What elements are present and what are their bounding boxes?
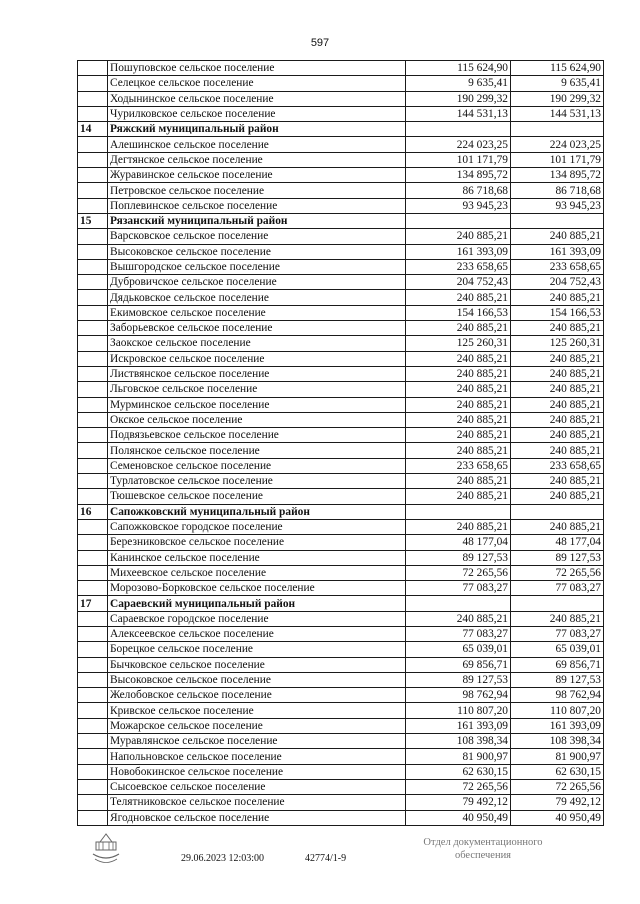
- row-number: [78, 321, 108, 336]
- amount-col-1: 72 265,56: [406, 779, 511, 794]
- table-row: [78, 535, 604, 550]
- table-row: [78, 382, 604, 397]
- amount-col-2: 224 023,25: [511, 137, 604, 152]
- settlement-name: Поплевинское сельское поселение: [108, 198, 406, 213]
- amount-col-1: 69 856,71: [406, 657, 511, 672]
- amount-col-1: 65 039,01: [406, 642, 511, 657]
- settlement-name: Дядьковское сельское поселение: [108, 290, 406, 305]
- amount-col-2: 240 885,21: [511, 443, 604, 458]
- settlement-name: Ходынинское сельское поселение: [108, 91, 406, 106]
- row-number: [78, 779, 108, 794]
- amount-col-1: 134 895,72: [406, 168, 511, 183]
- amount-col-2: 89 127,53: [511, 672, 604, 687]
- amount-col-2: 40 950,49: [511, 810, 604, 825]
- table-row: [78, 183, 604, 198]
- settlement-name: Алексеевское сельское поселение: [108, 626, 406, 641]
- amount-col-1: 240 885,21: [406, 382, 511, 397]
- district-row: [78, 504, 604, 519]
- amount-col-2: 72 265,56: [511, 779, 604, 794]
- settlement-name: Канинское сельское поселение: [108, 550, 406, 565]
- settlement-name: Полянское сельское поселение: [108, 443, 406, 458]
- table-row: [78, 244, 604, 259]
- settlement-name: Сараевское городское поселение: [108, 611, 406, 626]
- table-row: [78, 749, 604, 764]
- amount-col-2: 240 885,21: [511, 290, 604, 305]
- settlement-name: Желобовское сельское поселение: [108, 688, 406, 703]
- amount-col-2: 233 658,65: [511, 458, 604, 473]
- amount-col-2: 240 885,21: [511, 611, 604, 626]
- row-number: [78, 275, 108, 290]
- settlement-name: Морозово-Борковское сельское поселение: [108, 581, 406, 596]
- stamp-line-2: обеспечения: [454, 850, 512, 861]
- page-number: 597: [310, 37, 330, 49]
- table-row: [78, 275, 604, 290]
- row-number: [78, 61, 108, 76]
- table-row: [78, 76, 604, 91]
- settlement-name: Сараевский муниципальный район: [108, 596, 406, 611]
- amount-col-2: 134 895,72: [511, 168, 604, 183]
- amount-col-2: 240 885,21: [511, 428, 604, 443]
- settlement-name: Высоковское сельское поселение: [108, 672, 406, 687]
- settlement-name: Екимовское сельское поселение: [108, 305, 406, 320]
- table-row: [78, 336, 604, 351]
- row-number: [78, 626, 108, 641]
- row-number: [78, 168, 108, 183]
- amount-col-2: 108 398,34: [511, 734, 604, 749]
- row-number: [78, 91, 108, 106]
- amount-col-2: 161 393,09: [511, 718, 604, 733]
- row-number: [78, 749, 108, 764]
- settlement-name: Вышгородское сельское поселение: [108, 259, 406, 274]
- settlement-name: Окское сельское поселение: [108, 412, 406, 427]
- amount-col-1: 240 885,21: [406, 443, 511, 458]
- table-row: [78, 474, 604, 489]
- amount-col-2: 190 299,32: [511, 91, 604, 106]
- table-row: [78, 168, 604, 183]
- row-number: [78, 688, 108, 703]
- table-row: [78, 106, 604, 121]
- district-row: [78, 122, 604, 137]
- row-number: [78, 76, 108, 91]
- row-number: [78, 198, 108, 213]
- footer-doc-code: 42774/1-9: [305, 853, 347, 864]
- amount-col-2: 69 856,71: [511, 657, 604, 672]
- row-number: [78, 550, 108, 565]
- amount-col-1: 62 630,15: [406, 764, 511, 779]
- row-number: [78, 519, 108, 534]
- row-number: [78, 565, 108, 580]
- coat-of-arms-seal-icon: [90, 832, 122, 866]
- table-row: [78, 229, 604, 244]
- table-row: [78, 305, 604, 320]
- settlement-name: Михеевское сельское поселение: [108, 565, 406, 580]
- table-row: [78, 581, 604, 596]
- table-row: [78, 366, 604, 381]
- table-row: [78, 642, 604, 657]
- amount-col-1: 240 885,21: [406, 519, 511, 534]
- settlement-name: Селецкое сельское поселение: [108, 76, 406, 91]
- stamp-line-1: Отдел документационного: [423, 837, 543, 848]
- settlement-name: Сапожковское городское поселение: [108, 519, 406, 534]
- table-row: [78, 428, 604, 443]
- settlement-name: Пошуповское сельское поселение: [108, 61, 406, 76]
- amount-col-1: 144 531,13: [406, 106, 511, 121]
- row-number: [78, 106, 108, 121]
- district-row: [78, 596, 604, 611]
- row-number: [78, 366, 108, 381]
- row-number: [78, 229, 108, 244]
- amount-col-2: [511, 596, 604, 611]
- settlement-name: Алешинское сельское поселение: [108, 137, 406, 152]
- amount-col-1: 98 762,94: [406, 688, 511, 703]
- row-number: [78, 305, 108, 320]
- settlement-name: Телятниковское сельское поселение: [108, 795, 406, 810]
- amount-col-1: 240 885,21: [406, 428, 511, 443]
- row-number: [78, 474, 108, 489]
- settlement-name: Муравлянское сельское поселение: [108, 734, 406, 749]
- department-stamp: [398, 836, 568, 862]
- settlement-name: Чурилковское сельское поселение: [108, 106, 406, 121]
- row-number: [78, 152, 108, 167]
- row-number: [78, 259, 108, 274]
- row-number: [78, 764, 108, 779]
- settlement-name: Новобокинское сельское поселение: [108, 764, 406, 779]
- amount-col-2: 240 885,21: [511, 229, 604, 244]
- row-number: [78, 581, 108, 596]
- amount-col-1: 240 885,21: [406, 412, 511, 427]
- table-row: [78, 198, 604, 213]
- settlement-name: Петровское сельское поселение: [108, 183, 406, 198]
- settlement-name: Заокское сельское поселение: [108, 336, 406, 351]
- amount-col-1: 190 299,32: [406, 91, 511, 106]
- amount-col-1: 72 265,56: [406, 565, 511, 580]
- district-row: [78, 213, 604, 228]
- settlement-name: Ряжский муниципальный район: [108, 122, 406, 137]
- row-number: [78, 183, 108, 198]
- row-number: [78, 458, 108, 473]
- table-row: [78, 703, 604, 718]
- settlement-name: Напольновское сельское поселение: [108, 749, 406, 764]
- settlement-name: Турлатовское сельское поселение: [108, 474, 406, 489]
- amount-col-2: 9 635,41: [511, 76, 604, 91]
- amount-col-2: 77 083,27: [511, 581, 604, 596]
- settlement-name: Варсковское сельское поселение: [108, 229, 406, 244]
- settlement-name: Борецкое сельское поселение: [108, 642, 406, 657]
- amount-col-2: 240 885,21: [511, 321, 604, 336]
- amount-col-2: 93 945,23: [511, 198, 604, 213]
- amount-col-1: 233 658,65: [406, 259, 511, 274]
- row-number: [78, 734, 108, 749]
- row-number: [78, 290, 108, 305]
- table-row: [78, 259, 604, 274]
- amount-col-2: 204 752,43: [511, 275, 604, 290]
- amount-col-2: 240 885,21: [511, 366, 604, 381]
- table-row: [78, 626, 604, 641]
- amount-col-1: 115 624,90: [406, 61, 511, 76]
- row-number: 16: [78, 504, 108, 519]
- amount-col-1: 240 885,21: [406, 397, 511, 412]
- settlement-name: Листвянское сельское поселение: [108, 366, 406, 381]
- settlement-name: Семеновское сельское поселение: [108, 458, 406, 473]
- amount-col-1: 240 885,21: [406, 351, 511, 366]
- amount-col-1: 81 900,97: [406, 749, 511, 764]
- amount-col-1: 125 260,31: [406, 336, 511, 351]
- amount-col-2: [511, 504, 604, 519]
- row-number: [78, 718, 108, 733]
- table-row: [78, 718, 604, 733]
- settlement-name: Мурминское сельское поселение: [108, 397, 406, 412]
- amount-col-2: 98 762,94: [511, 688, 604, 703]
- row-number: 14: [78, 122, 108, 137]
- amount-col-1: 240 885,21: [406, 611, 511, 626]
- footer-datetime: 29.06.2023 12:03:00: [181, 853, 265, 864]
- amount-col-1: 233 658,65: [406, 458, 511, 473]
- budget-table: [77, 60, 604, 826]
- amount-col-1: 40 950,49: [406, 810, 511, 825]
- table-row: [78, 137, 604, 152]
- settlement-name: Дубровичское сельское поселение: [108, 275, 406, 290]
- amount-col-1: [406, 504, 511, 519]
- table-row: [78, 672, 604, 687]
- settlement-name: Искровское сельское поселение: [108, 351, 406, 366]
- settlement-name: Высоковское сельское поселение: [108, 244, 406, 259]
- row-number: [78, 382, 108, 397]
- row-number: [78, 397, 108, 412]
- row-number: [78, 412, 108, 427]
- row-number: [78, 657, 108, 672]
- amount-col-1: 77 083,27: [406, 581, 511, 596]
- table-row: [78, 734, 604, 749]
- settlement-name: Бычковское сельское поселение: [108, 657, 406, 672]
- row-number: [78, 336, 108, 351]
- settlement-name: Березниковское сельское поселение: [108, 535, 406, 550]
- table-row: [78, 611, 604, 626]
- row-number: [78, 443, 108, 458]
- amount-col-2: 240 885,21: [511, 351, 604, 366]
- amount-col-2: 240 885,21: [511, 474, 604, 489]
- table-row: [78, 152, 604, 167]
- amount-col-1: 9 635,41: [406, 76, 511, 91]
- row-number: [78, 672, 108, 687]
- table-row: [78, 351, 604, 366]
- amount-col-1: [406, 122, 511, 137]
- table-row: [78, 290, 604, 305]
- amount-col-1: 240 885,21: [406, 366, 511, 381]
- amount-col-1: 48 177,04: [406, 535, 511, 550]
- amount-col-2: 89 127,53: [511, 550, 604, 565]
- amount-col-2: 101 171,79: [511, 152, 604, 167]
- amount-col-1: 86 718,68: [406, 183, 511, 198]
- row-number: [78, 351, 108, 366]
- row-number: [78, 535, 108, 550]
- row-number: [78, 611, 108, 626]
- amount-col-1: 93 945,23: [406, 198, 511, 213]
- amount-col-1: 101 171,79: [406, 152, 511, 167]
- amount-col-2: [511, 122, 604, 137]
- amount-col-2: 65 039,01: [511, 642, 604, 657]
- amount-col-1: [406, 596, 511, 611]
- row-number: [78, 642, 108, 657]
- table-row: [78, 412, 604, 427]
- table-body: [78, 61, 604, 826]
- amount-col-1: 224 023,25: [406, 137, 511, 152]
- table-row: [78, 519, 604, 534]
- amount-col-2: 81 900,97: [511, 749, 604, 764]
- amount-col-2: 154 166,53: [511, 305, 604, 320]
- table-row: [78, 91, 604, 106]
- row-number: [78, 703, 108, 718]
- table-row: [78, 458, 604, 473]
- table-row: [78, 550, 604, 565]
- table-row: [78, 657, 604, 672]
- amount-col-2: 86 718,68: [511, 183, 604, 198]
- amount-col-2: 233 658,65: [511, 259, 604, 274]
- row-number: 17: [78, 596, 108, 611]
- row-number: 15: [78, 213, 108, 228]
- settlement-name: Дегтянское сельское поселение: [108, 152, 406, 167]
- amount-col-1: 79 492,12: [406, 795, 511, 810]
- table-row: [78, 779, 604, 794]
- settlement-name: Кривское сельское поселение: [108, 703, 406, 718]
- settlement-name: Льговское сельское поселение: [108, 382, 406, 397]
- settlement-name: Ягодновское сельское поселение: [108, 810, 406, 825]
- amount-col-1: 110 807,20: [406, 703, 511, 718]
- settlement-name: Можарское сельское поселение: [108, 718, 406, 733]
- amount-col-1: 240 885,21: [406, 321, 511, 336]
- settlement-name: Сысоевское сельское поселение: [108, 779, 406, 794]
- row-number: [78, 137, 108, 152]
- amount-col-2: 240 885,21: [511, 397, 604, 412]
- amount-col-2: 240 885,21: [511, 519, 604, 534]
- amount-col-1: 240 885,21: [406, 290, 511, 305]
- row-number: [78, 810, 108, 825]
- amount-col-2: 62 630,15: [511, 764, 604, 779]
- row-number: [78, 428, 108, 443]
- settlement-name: Подвязьевское сельское поселение: [108, 428, 406, 443]
- amount-col-1: 240 885,21: [406, 474, 511, 489]
- amount-col-1: 161 393,09: [406, 718, 511, 733]
- amount-col-1: 77 083,27: [406, 626, 511, 641]
- amount-col-2: 240 885,21: [511, 489, 604, 504]
- amount-col-1: 89 127,53: [406, 672, 511, 687]
- amount-col-2: 115 624,90: [511, 61, 604, 76]
- table-row: [78, 565, 604, 580]
- amount-col-2: 72 265,56: [511, 565, 604, 580]
- table-row: [78, 795, 604, 810]
- amount-col-1: 204 752,43: [406, 275, 511, 290]
- table-row: [78, 443, 604, 458]
- settlement-name: Заборьевское сельское поселение: [108, 321, 406, 336]
- amount-col-1: 161 393,09: [406, 244, 511, 259]
- amount-col-1: 240 885,21: [406, 229, 511, 244]
- settlement-name: Тюшевское сельское поселение: [108, 489, 406, 504]
- table-row: [78, 810, 604, 825]
- amount-col-1: 154 166,53: [406, 305, 511, 320]
- table-row: [78, 397, 604, 412]
- amount-col-2: [511, 213, 604, 228]
- table-row: [78, 61, 604, 76]
- table-row: [78, 489, 604, 504]
- table-row: [78, 764, 604, 779]
- row-number: [78, 489, 108, 504]
- amount-col-2: 161 393,09: [511, 244, 604, 259]
- amount-col-2: 240 885,21: [511, 412, 604, 427]
- amount-col-2: 125 260,31: [511, 336, 604, 351]
- amount-col-1: [406, 213, 511, 228]
- amount-col-2: 240 885,21: [511, 382, 604, 397]
- row-number: [78, 795, 108, 810]
- settlement-name: Рязанский муниципальный район: [108, 213, 406, 228]
- amount-col-1: 240 885,21: [406, 489, 511, 504]
- settlement-name: Сапожковский муниципальный район: [108, 504, 406, 519]
- settlement-name: Журавинское сельское поселение: [108, 168, 406, 183]
- amount-col-2: 79 492,12: [511, 795, 604, 810]
- row-number: [78, 244, 108, 259]
- table-row: [78, 688, 604, 703]
- table-row: [78, 321, 604, 336]
- amount-col-2: 48 177,04: [511, 535, 604, 550]
- amount-col-2: 110 807,20: [511, 703, 604, 718]
- amount-col-2: 144 531,13: [511, 106, 604, 121]
- amount-col-1: 89 127,53: [406, 550, 511, 565]
- amount-col-2: 77 083,27: [511, 626, 604, 641]
- amount-col-1: 108 398,34: [406, 734, 511, 749]
